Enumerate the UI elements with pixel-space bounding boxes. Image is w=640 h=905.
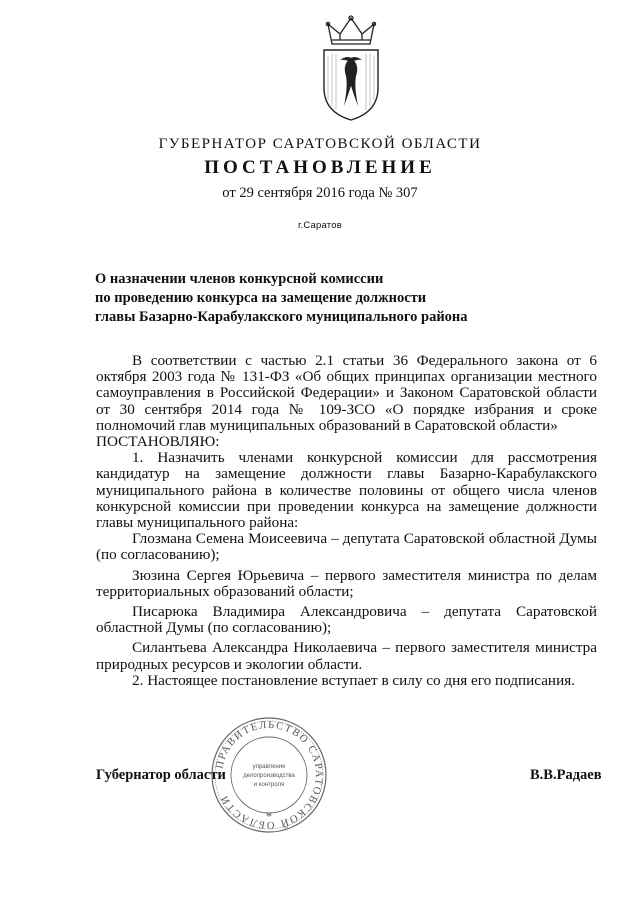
city-label: г.Саратов	[298, 220, 342, 231]
member-1: Глозмана Семена Моисеевича – депутата Саратовской областной Думы (по согласованию);	[96, 530, 597, 564]
signatory-position: Губернатор области	[96, 767, 226, 783]
official-seal	[210, 716, 328, 834]
decree-title: ПОСТАНОВЛЕНИЕ	[204, 157, 436, 178]
seal-center-line-3: и контроля	[253, 782, 285, 788]
coat-of-arms-emblem	[318, 14, 384, 124]
resolve-word: ПОСТАНОВЛЯЮ:	[96, 433, 220, 451]
decree-date-number: от 29 сентября 2016 года № 307	[222, 185, 418, 201]
seal-center-line-2: делопроизводства	[243, 773, 295, 779]
decree-subject	[95, 270, 515, 327]
member-3: Писарюка Владимира Александровича – депутата Саратовской областной Думы (по согласованию);	[96, 603, 597, 637]
member-2: Зюзина Сергея Юрьевича – первого заместителя министра по делам территориальных образований области;	[96, 566, 597, 600]
seal-star-icon: *	[266, 809, 272, 823]
decree-body	[96, 353, 597, 689]
item-2-paragraph: 2. Настоящее постановление вступает в силу со дня его подписания.	[132, 671, 575, 689]
member-4: Силантьева Александра Николаевича – первого заместителя министра природных ресурсов и экологии области.	[96, 639, 597, 673]
subject-line-1: О назначении членов конкурсной комиссии	[95, 271, 384, 287]
subject-line-2: по проведению конкурса на замещение должности	[95, 290, 427, 306]
preamble-paragraph: В соответствии с частью 2.1 статьи 36 Федерального закона от 6 октября 2003 года № 131-ФЗ «Об общих принципах организации местного самоуправления в Российской Федерации» и Законом Саратовской области от 30 сентября 2014 года № 109-ЗСО «О порядке избрания и сроке полномочий глав муниципальных образований в Саратовской области»	[96, 352, 597, 434]
subject-line-3: главы Базарно-Карабулакского муниципального района	[95, 309, 468, 325]
signatory-name: В.В.Радаев	[530, 767, 602, 783]
item-1-paragraph: 1. Назначить членами конкурсной комиссии для рассмотрения кандидатур на замещение должности главы Базарно-Карабулакского муниципального района в количестве половины от общего числа членов конкурсной комиссии при проведении конкурса на замещение должности главы муниципального района:	[96, 449, 597, 532]
seal-ring-text: ПРАВИТЕЛЬСТВО САРАТОВСКОЙ ОБЛАСТИ	[214, 719, 325, 831]
governor-heading: ГУБЕРНАТОР САРАТОВСКОЙ ОБЛАСТИ	[158, 136, 482, 152]
seal-center-line-1: управление	[252, 764, 286, 770]
